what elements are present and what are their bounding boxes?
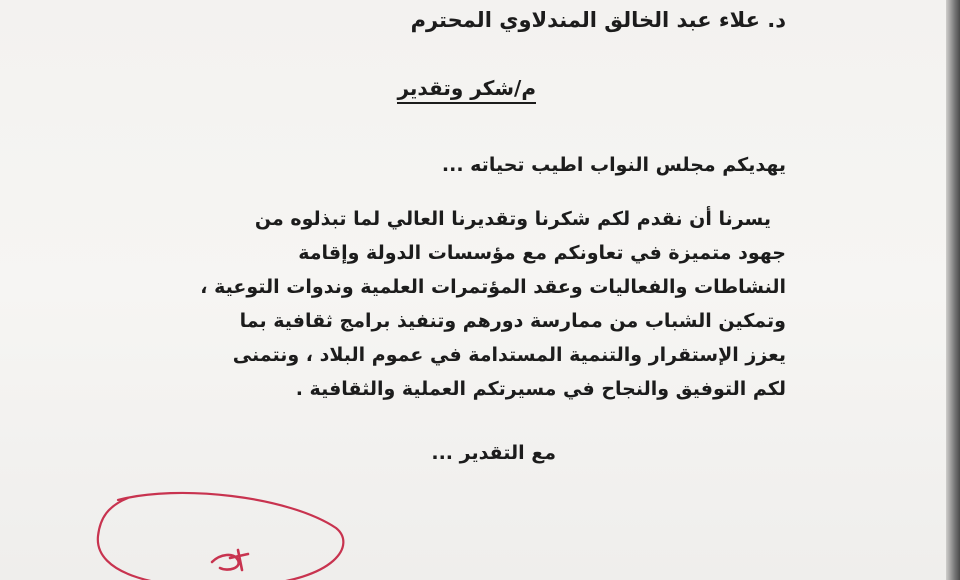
signature-mark [212,550,248,570]
letter-closing: مع التقدير ... [431,442,556,464]
letter-subject: م/شكر وتقدير [397,76,536,104]
body-line: جهود متميزة في تعاونكم مع مؤسسات الدولة وإقامة [298,242,786,264]
table-edge [946,0,960,580]
body-line: النشاطات والفعاليات وعقد المؤتمرات العلمية وندوات التوعية ، [200,276,786,298]
letter-greeting: يهديكم مجلس النواب اطيب تحياته ... [441,154,786,176]
signature-stamp [88,488,358,580]
body-line: يعزز الإستقرار والتنمية المستدامة في عموم البلاد ، ونتمنى [232,344,786,366]
body-line: وتمكين الشباب من ممارسة دورهم وتنفيذ برامج ثقافية بما [239,310,786,332]
letter-addressee: د. علاء عبد الخالق المندلاوي المحترم [410,8,786,32]
body-line: لكم التوفيق والنجاح في مسيرتكم العملية والثقافية . [295,378,786,400]
body-line: يسرنا أن نقدم لكم شكرنا وتقديرنا العالي لما تبذلوه من [254,208,771,230]
